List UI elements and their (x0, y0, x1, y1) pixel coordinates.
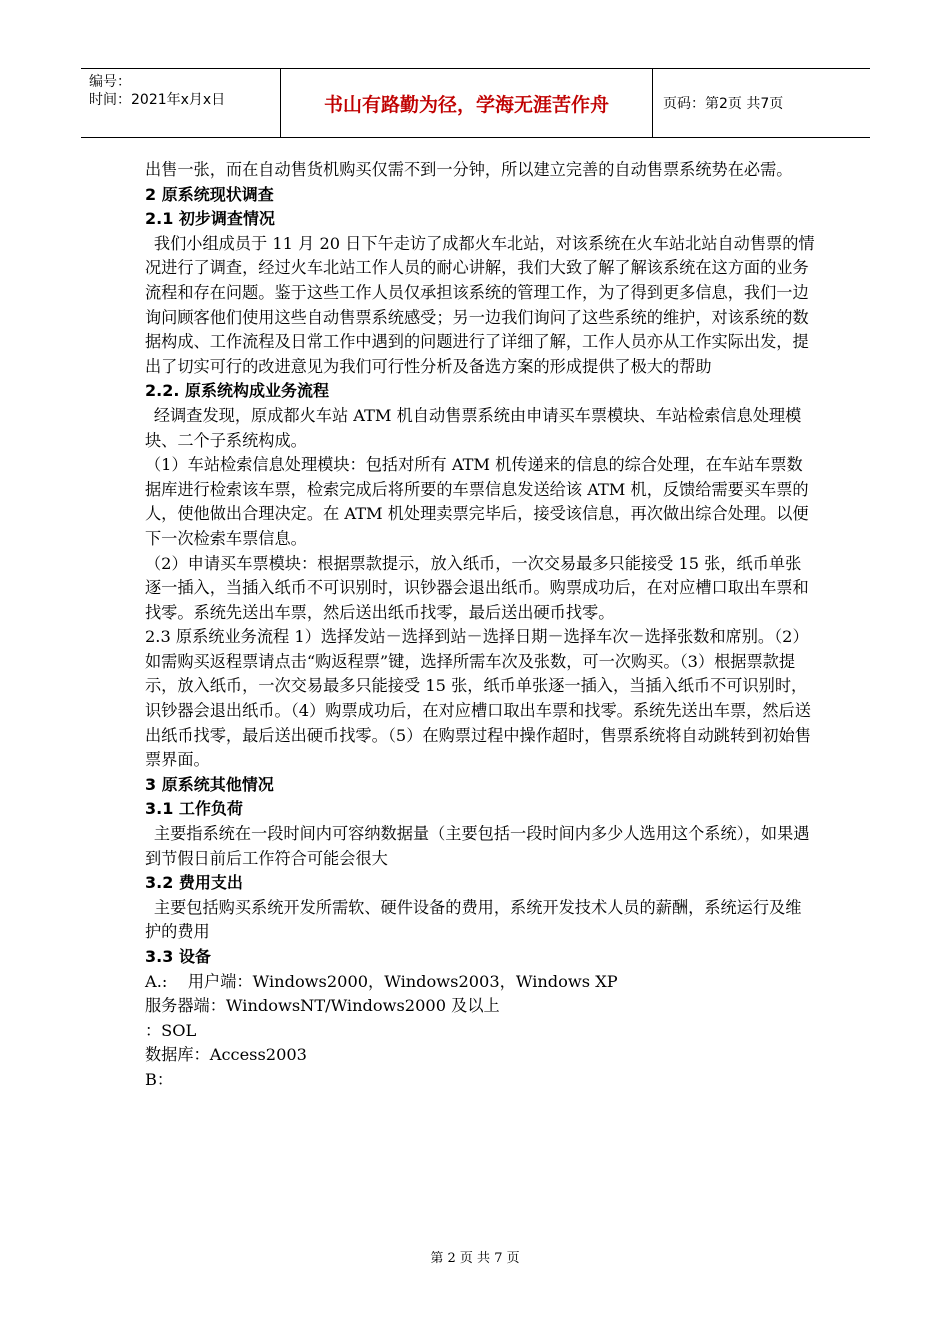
heading-3-2: 3.2 费用支出 (145, 873, 243, 893)
line-b: B： (145, 1069, 174, 1089)
line-client-os: A.: 用户端：Windows2000，Windows2003，Windows XP (145, 971, 618, 991)
line-database: 数据库：Access2003 (145, 1045, 307, 1065)
header-page-info: 页码：第2页 共7页 (663, 96, 784, 112)
heading-2-2: 2.2. 原系统构成业务流程 (145, 381, 329, 401)
document-body (145, 158, 815, 1093)
header-left-cell (81, 69, 281, 137)
paragraph-2-2: 经调查发现，原成都火车站 ATM 机自动售票系统由申请买车票模块、车站检索信息处理模块、二个子系统构成。 (145, 405, 802, 450)
document-time-label: 时间：2021年x月x日 (89, 92, 226, 108)
heading-3: 3 原系统其他情况 (145, 774, 274, 794)
paragraph-3-1: 主要指系统在一段时间内可容纳数据量（主要包括一段时间内多少人选用这个系统），如果遇到节假日前后工作符合可能会很大 (145, 824, 810, 868)
paragraph-2-3: 2.3 原系统业务流程 1）选择发站－选择到站－选择日期－选择车次－选择张数和席别。（2）如需购买返程票请点击“购返程票”键，选择所需车次及张数，可一次购买。（3）根据票款提示，放入纸币，一次交易最多只能接受 15 张，纸币单张逐一插入，当插入纸币不可识别时，识钞器会退出纸币。（4）购票成功后，在对应槽口取出车票和找零。系统先送出车票，然后送出纸币找零，最后送出硬币找零。（5）在购票过程中操作超时，售票系统将自动跳转到初始售票界面。 (145, 627, 811, 770)
heading-3-3: 3.3 设备 (145, 947, 211, 966)
heading-2-1: 2.1 初步调查情况 (145, 209, 275, 229)
heading-3-1: 3.1 工作负荷 (145, 799, 243, 819)
document-number-label: 编号： (89, 74, 131, 90)
header-motto: 书山有路勤为径，学海无涯苦作舟 (281, 69, 653, 137)
line-server-os: 服务器端：WindowsNT/Windows2000 及以上 (145, 996, 500, 1016)
paragraph-2-2-2: （2）申请买车票模块：根据票款提示，放入纸币，一次交易最多只能接受 15 张，纸币单张逐一插入，当插入纸币不可识别时，识钞器会退出纸币。购票成功后，在对应槽口取出车票和找零。系统先送出车票，然后送出纸币找零，最后送出硬币找零。 (145, 553, 809, 622)
heading-2: 2 原系统现状调查 (145, 184, 274, 204)
page-header (81, 68, 870, 138)
page-footer: 第 2 页 共 7 页 (430, 1251, 520, 1266)
paragraph-intro: 出售一张，而在自动售货机购买仅需不到一分钟，所以建立完善的自动售票系统势在必需。 (145, 160, 793, 179)
paragraph-3-2: 主要包括购买系统开发所需软、硬件设备的费用，系统开发技术人员的薪酬，系统运行及维护的费用 (145, 897, 802, 942)
paragraph-2-1: 我们小组成员于 11 月 20 日下午走访了成都火车北站，对该系统在火车站北站自动售票的情况进行了调查，经过火车北站工作人员的耐心讲解，我们大致了解了解该系统在这方面的业务流程和存在问题。鉴于这些工作人员仅承担该系统的管理工作，为了得到更多信息，我们一边询问顾客他们使用这些自动售票系统感受；另一边我们询问了这些系统的维护，对该系统的数据构成、工作流程及日常工作中遇到的问题进行了详细了解，工作人员亦从工作实际出发，提出了切实可行的改进意见为我们可行性分析及备选方案的形成提供了极大的帮助 (145, 233, 815, 376)
line-sol: ：SOL (145, 1020, 197, 1040)
paragraph-2-2-1: （1）车站检索信息处理模块：包括对所有 ATM 机传递来的信息的综合处理，在车站车票数据库进行检索该车票，检索完成后将所要的车票信息发送给该 ATM 机，反馈给需要买车票的人，使他做出合理决定。在 ATM 机处理卖票完毕后，接受该信息，再次做出综合处理。以便下一次检索车票信息。 (145, 455, 809, 548)
